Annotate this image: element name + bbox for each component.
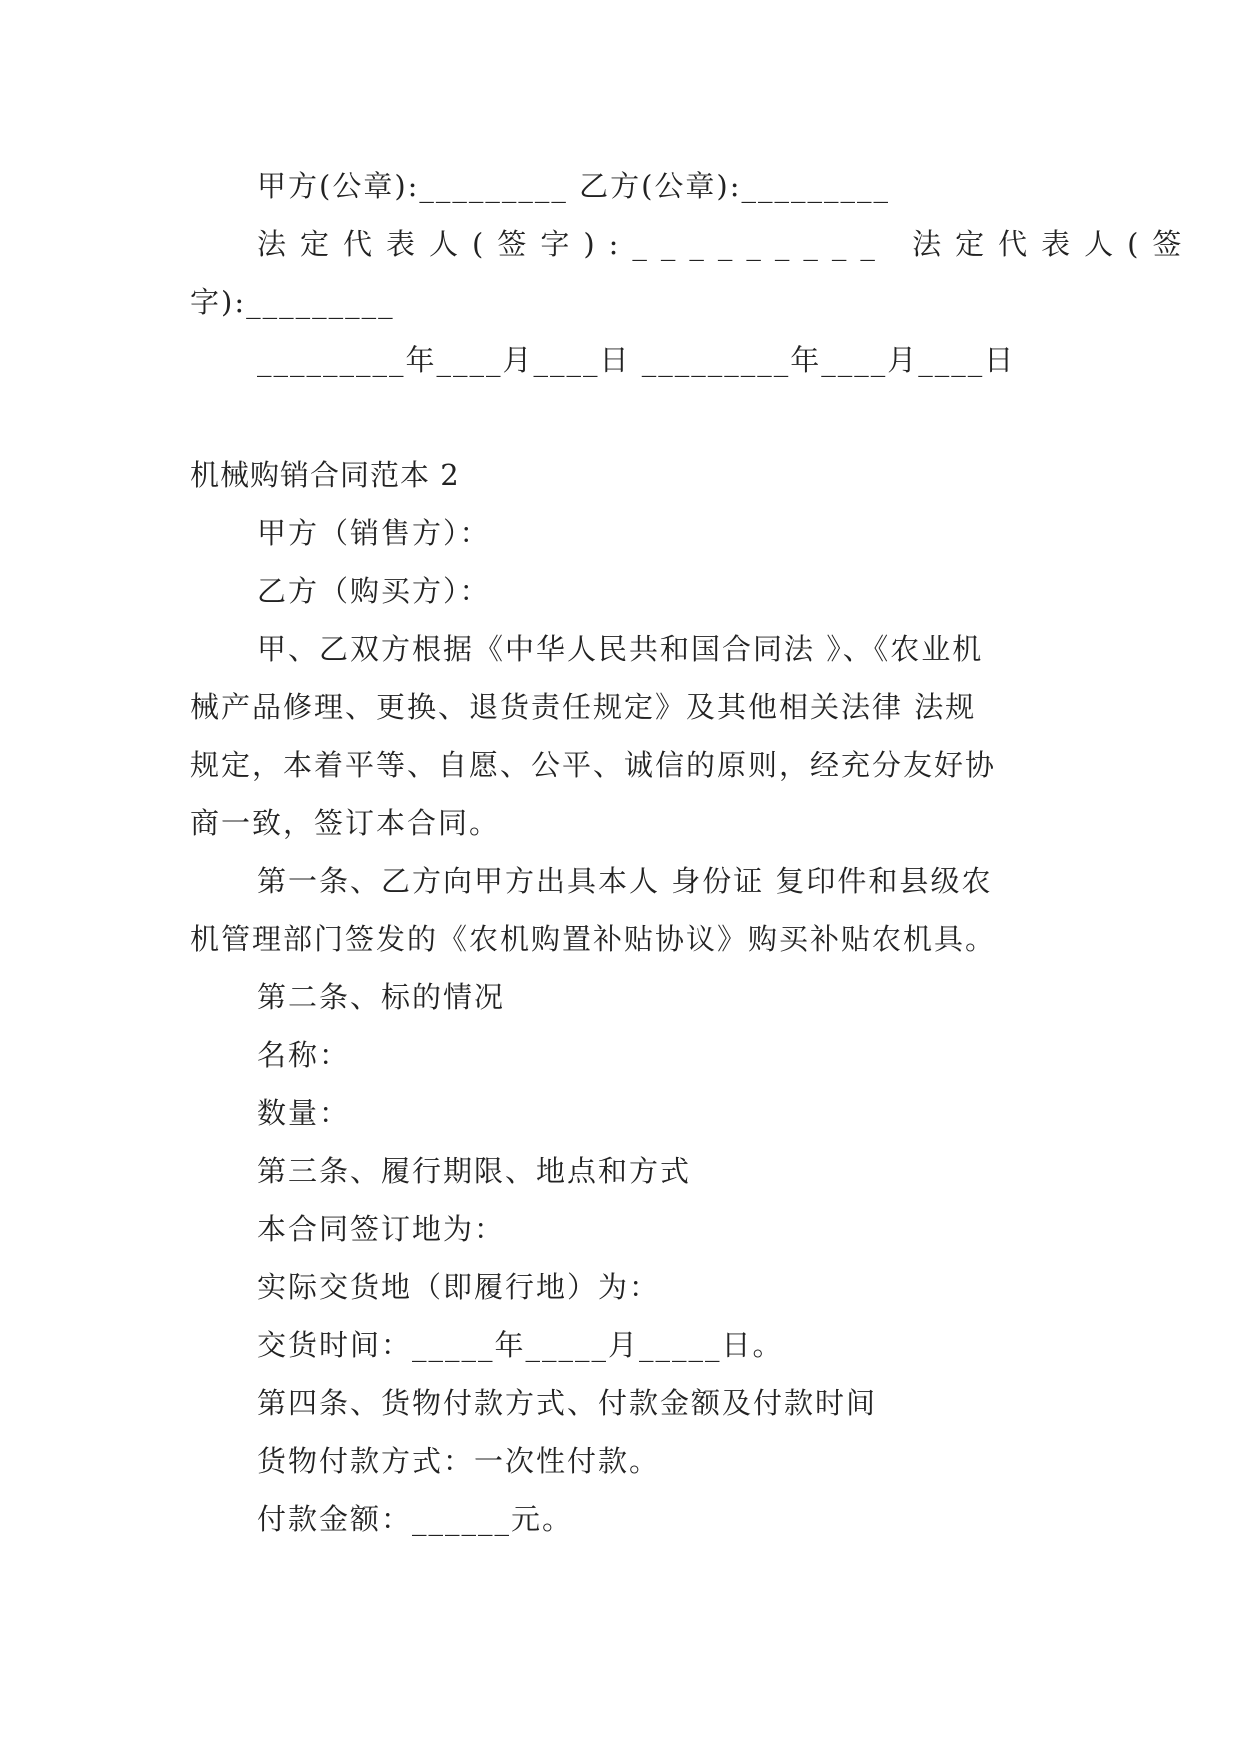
signature-date-line: _________年____月____日 _________年____月____日 <box>257 343 1016 377</box>
article-2-quantity: 数量： <box>257 1096 351 1130</box>
article-2-title: 第二条、标的情况 <box>257 980 506 1014</box>
article-3-title: 第三条、履行期限、地点和方式 <box>257 1154 692 1188</box>
preamble-line: 械产品修理、更换、退货责任规定》及其他相关法律 法规 <box>190 690 977 724</box>
preamble-line: 甲、乙双方根据《中华人民共和国合同法 》、《农业机 <box>257 632 984 666</box>
article-4-title: 第四条、货物付款方式、付款金额及付款时间 <box>257 1386 878 1420</box>
article-1-line: 机管理部门签发的《农机购置补贴协议》购买补贴农机具。 <box>190 922 997 956</box>
party-b-line: 乙方（购买方）： <box>257 574 491 608</box>
preamble-line: 商一致，签订本合同。 <box>190 806 501 840</box>
article-4-amount: 付款金额：______元。 <box>257 1502 574 1536</box>
article-3-delivery-place: 实际交货地（即履行地）为： <box>257 1270 661 1304</box>
article-4-method: 货物付款方式：一次性付款。 <box>257 1444 661 1478</box>
article-3-sign-place: 本合同签订地为： <box>257 1212 506 1246</box>
legal-rep-line: 法定代表人(签字):_________ 法定代表人(签 <box>257 227 1196 261</box>
article-3-delivery-time: 交货时间：_____年_____月_____日。 <box>257 1328 784 1362</box>
legal-rep-line-continued: 字):_________ <box>190 285 395 319</box>
article-1-line: 第一条、乙方向甲方出具本人 身份证 复印件和县级农 <box>257 864 993 898</box>
seal-line: 甲方(公章):_________ 乙方(公章):_________ <box>257 169 891 203</box>
preamble-line: 规定，本着平等、自愿、公平、诚信的原则，经充分友好协 <box>190 748 997 782</box>
section-heading: 机械购销合同范本 2 <box>190 458 460 492</box>
article-2-name: 名称： <box>257 1038 351 1072</box>
party-a-line: 甲方（销售方）： <box>257 516 491 550</box>
